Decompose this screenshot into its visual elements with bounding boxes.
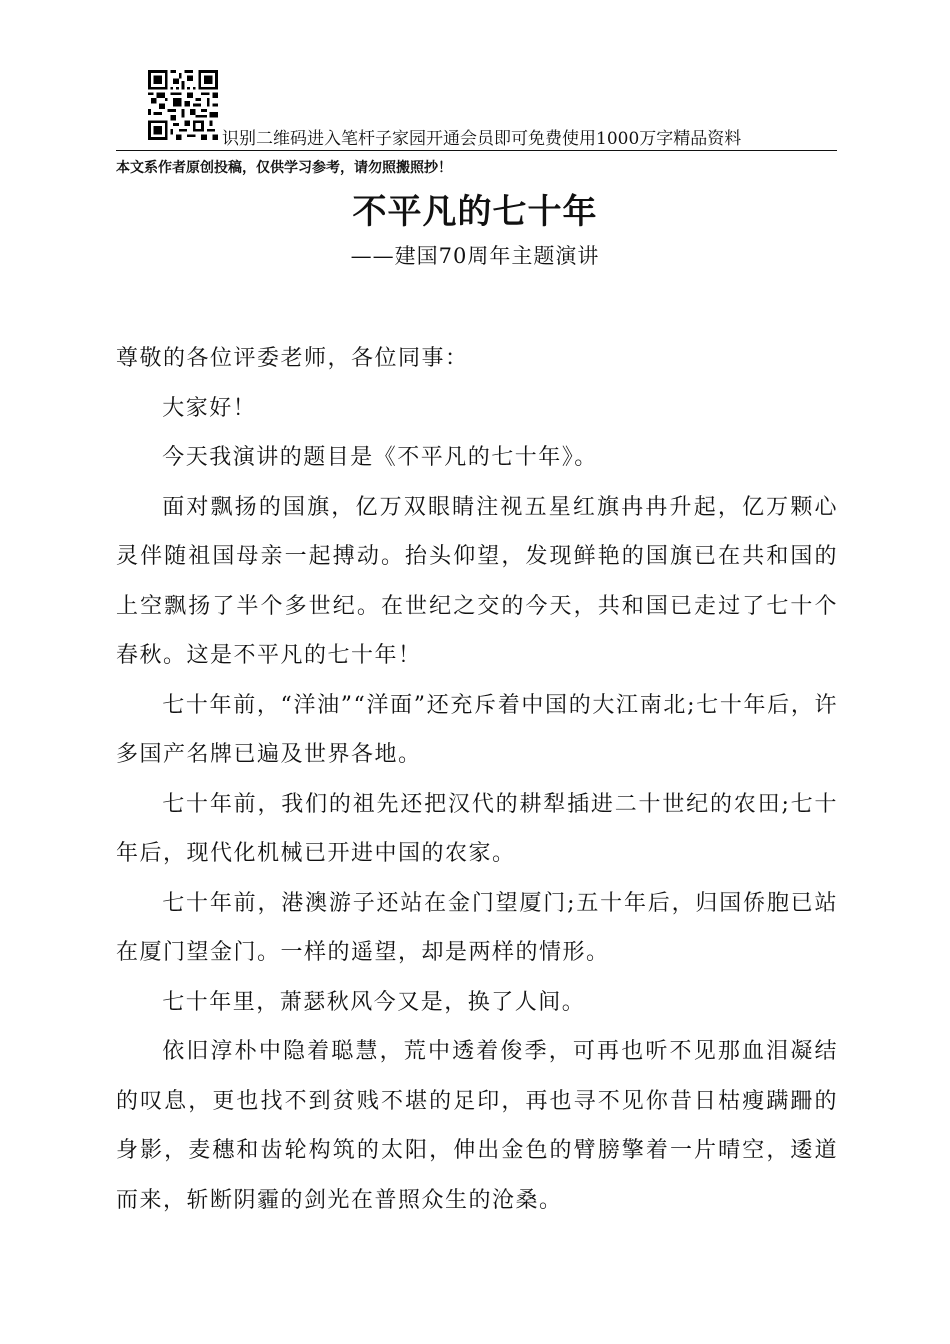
document-title: 不平凡的七十年 — [352, 192, 598, 232]
paragraph: 七十年前，我们的祖先还把汉代的耕犁插进二十世纪的农田;七十年后，现代化机械已开进中国的农家。 — [116, 791, 838, 866]
paragraph: 七十年前，“洋油”“洋面”还充斥着中国的大江南北;七十年后，许多国产名牌已遍及世界各地。 — [116, 692, 838, 767]
paragraph: 七十年里，萧瑟秋风今又是，换了人间。 — [162, 989, 586, 1015]
copyright-notice: 本文系作者原创投稿，仅供学习参考，请勿照搬照抄！ — [116, 160, 452, 176]
header-divider — [116, 150, 837, 151]
qr-code-icon[interactable] — [146, 70, 220, 140]
salutation: 尊敬的各位评委老师，各位同事： — [116, 346, 469, 371]
paragraph: 大家好！ — [162, 395, 257, 421]
speech-body — [116, 334, 838, 1225]
document-subtitle: ——建国70周年主题演讲 — [350, 244, 600, 268]
paragraph: 面对飘扬的国旗，亿万双眼睛注视五星红旗冉冉升起，亿万颗心灵伴随祖国母亲一起搏动。抬头仰望，发现鲜艳的国旗已在共和国的上空飘扬了半个多世纪。在世纪之交的今天，共和国已走过了七十个春秋。这是不平凡的七十年！ — [116, 494, 838, 668]
paragraph: 七十年前，港澳游子还站在金门望厦门;五十年后，归国侨胞已站在厦门望金门。一样的遥望，却是两样的情形。 — [116, 890, 838, 965]
paragraph: 今天我演讲的题目是《不平凡的七十年》。 — [162, 445, 598, 470]
promo-text: 识别二维码进入笔杆子家园开通会员即可免费使用1000万字精品资料 — [222, 129, 742, 149]
paragraph: 依旧淳朴中隐着聪慧，荒中透着俊季，可再也听不见那血泪凝结的叹息，更也找不到贫贱不堪的足印，再也寻不见你昔日枯瘦蹒跚的身影，麦穗和齿轮构筑的太阳，伸出金色的臂膀擎着一片晴空，逶道而来，斩断阴霾的剑光在普照众生的沧桑。 — [116, 1039, 838, 1213]
